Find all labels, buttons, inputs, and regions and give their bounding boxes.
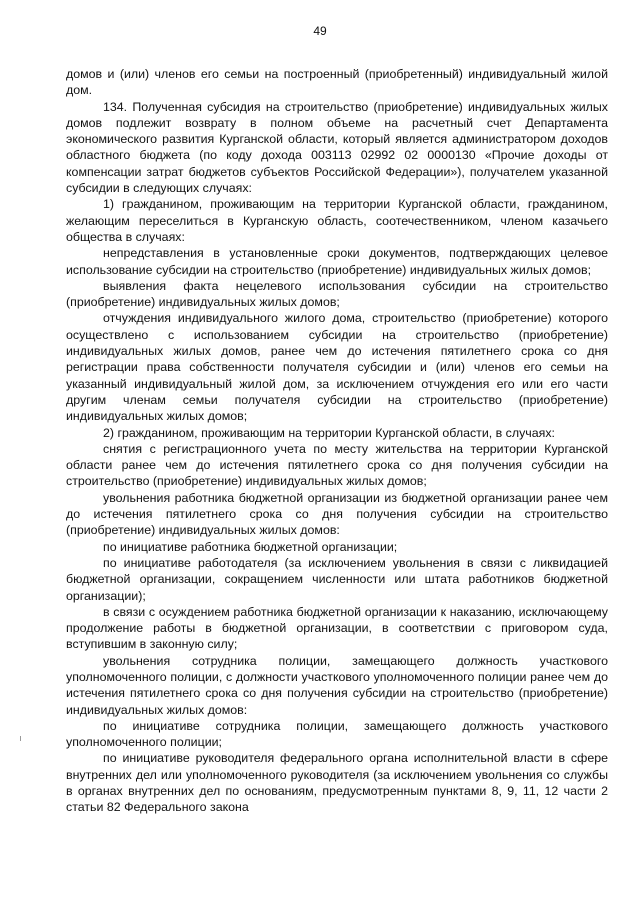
document-body <box>66 66 608 816</box>
scan-speck-mark <box>20 736 21 741</box>
paragraph-continuation: домов и (или) членов его семьи на построенный (приобретенный) индивидуальный жилой дом. <box>66 67 608 98</box>
paragraph-subitem: в связи с осуждением работника бюджетной организации к наказанию, исключающему продолжение работы в бюджетной организации, в соответствии с приговором суда, вступившим в законную силу; <box>66 604 608 652</box>
paragraph-subitem: по инициативе работника бюджетной организации; <box>103 539 398 554</box>
paragraph-subitem: по инициативе сотрудника полиции, замещающего должность участкового уполномоченного полиции; <box>66 718 608 750</box>
paragraph-clause-134: 134. Полученная субсидия на строительство (приобретение) индивидуальных жилых домов подлежит возврату в полном объеме на расчетный счет Департамента экономического развития Курганской области, который является администратором доходов областного бюджета (по коду дохода 003113 02992 02 0000130 «Прочие доходы от компенсации затрат бюджетов субъектов Российской Федерации»), получателем указанной субсидии в следующих случаях: <box>66 99 608 196</box>
paragraph-subitem: по инициативе руководителя федерального органа исполнительной власти в сфере внутренних дел или уполномоченного руководителя (за исключением увольнения со службы в органах внутренних дел по основаниям, предусмотренным пунктами 8, 9, 11, 12 части 2 статьи 82 Федерального закона <box>66 751 608 815</box>
paragraph-subitem: увольнения сотрудника полиции, замещающего должность участкового уполномоченного полиции, с должности участкового уполномоченного полиции ранее чем до истечения пятилетнего срока со дня получения субсидии на строительство (приобретение) индивидуальных жилых домов: <box>66 653 608 717</box>
paragraph-subitem: по инициативе работодателя (за исключением увольнения в связи с ликвидацией бюджетной организации, сокращением численности или штата работников бюджетной организации); <box>66 555 608 603</box>
paragraph-item-1: 1) гражданином, проживающим на территории Курганской области, гражданином, желающим переселиться в Курганскую область, соотечественником, членом казачьего общества в случаях: <box>66 197 608 244</box>
paragraph-item-2: 2) гражданином, проживающим на территории Курганской области, в случаях: <box>103 425 555 440</box>
paragraph-subitem: непредставления в установленные сроки документов, подтверждающих целевое использование субсидии на строительство (приобретение) индивидуальных жилых домов; <box>66 246 608 277</box>
paragraph-subitem: выявления факта нецелевого использования субсидии на строительство (приобретение) индивидуальных жилых домов; <box>66 278 608 310</box>
paragraph-subitem: отчуждения индивидуального жилого дома, строительство (приобретение) которого осуществлено с использованием субсидии на строительство (приобретение) индивидуальных жилых домов, ранее чем до истечения пятилетнего срока со дня регистрации права собственности получателя субсидии и (или) членов его семьи на указанный индивидуальный жилой дом, за исключением отчуждения его или его части другим членам семьи получателя субсидии на строительство (приобретение) индивидуальных жилых домов; <box>66 311 608 424</box>
page-number: 49 <box>313 24 327 38</box>
paragraph-subitem: снятия с регистрационного учета по месту жительства на территории Курганской области ранее чем до истечения пятилетнего срока со дня получения субсидии на строительство (приобретение) индивидуальных жилых домов; <box>66 441 608 489</box>
paragraph-subitem: увольнения работника бюджетной организации из бюджетной организации ранее чем до истечения пятилетнего срока со дня получения субсидии на строительство (приобретение) индивидуальных жилых домов: <box>66 490 608 538</box>
